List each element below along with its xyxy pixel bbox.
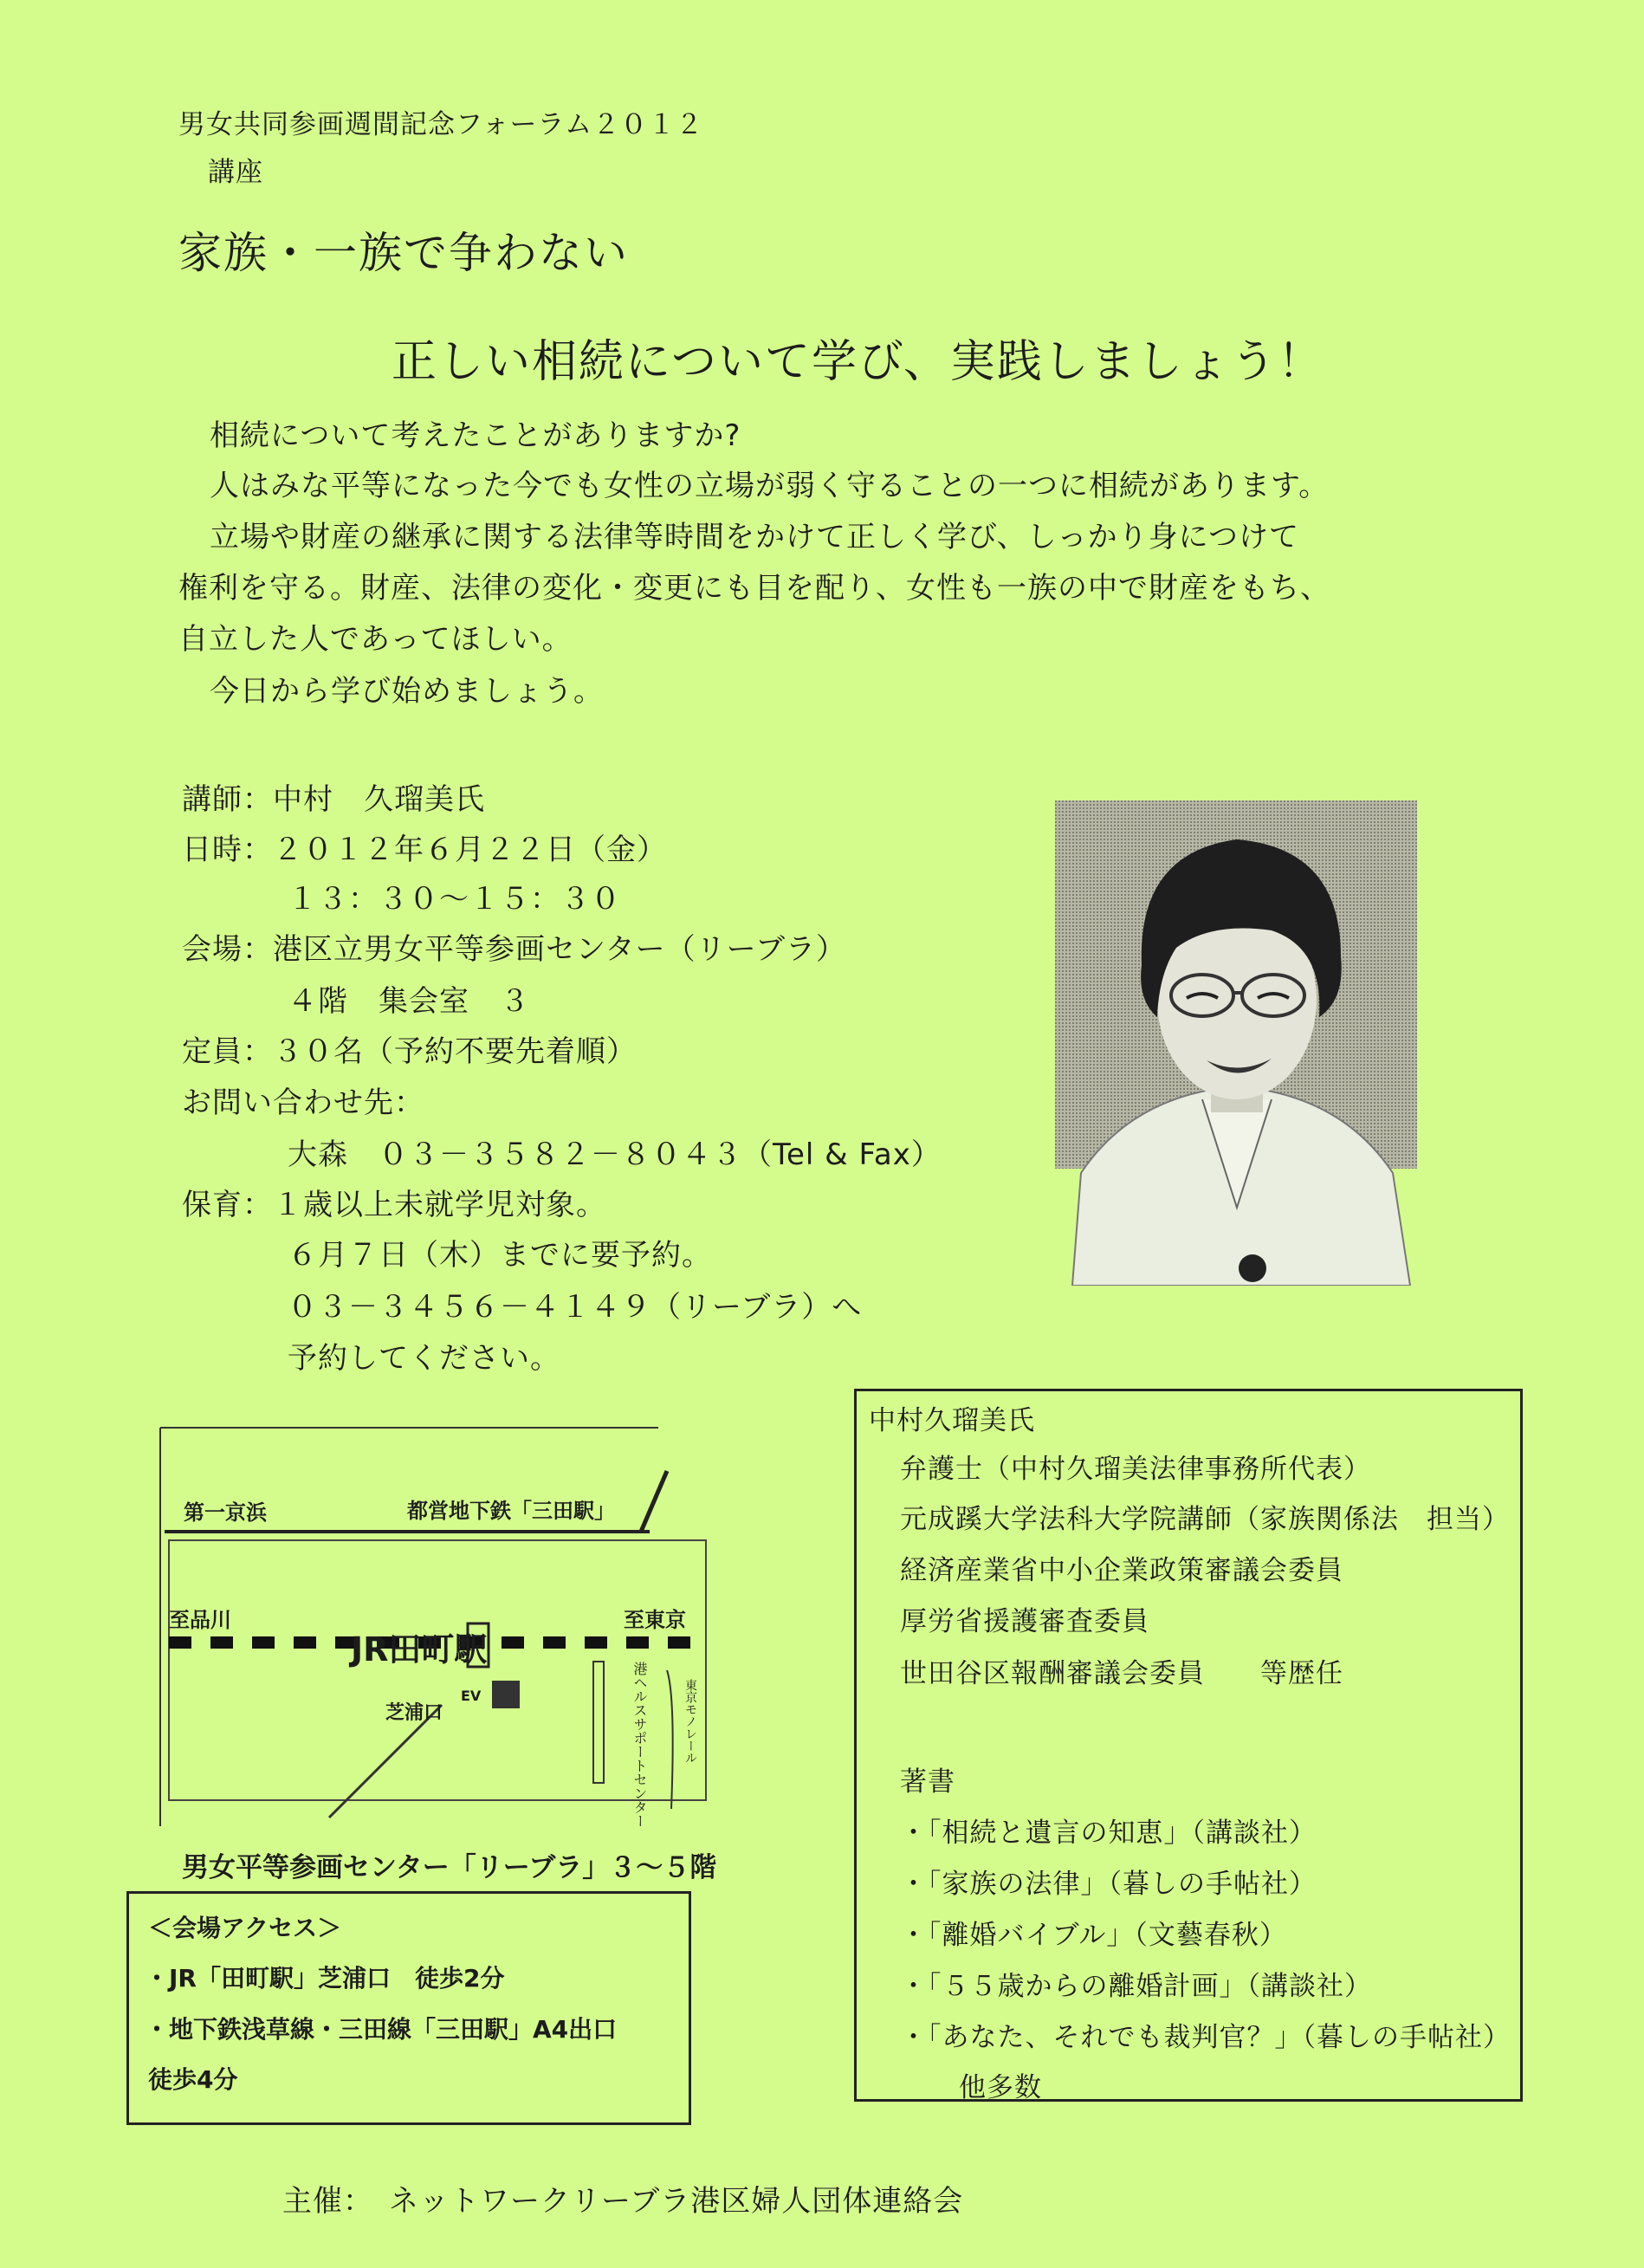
lecturer: 講師：中村 久瑠美氏: [182, 782, 485, 817]
time: １３：３０～１５：３０: [288, 882, 621, 917]
intro-line: 相続について考えたことがありますか?: [210, 418, 741, 453]
lecturer-photo: [1055, 800, 1417, 1286]
lecturer-profile-box: [854, 1389, 1523, 2102]
map-direction-label: 至東京: [624, 1608, 686, 1632]
access-line: ・JR「田町駅」芝浦口 徒歩2分: [145, 1964, 505, 1993]
profile-name: 中村久瑠美氏: [869, 1405, 1035, 1436]
book-item: ・「５５歳からの離婚計画」（講談社）: [900, 1971, 1372, 2002]
capacity: 定員：３０名（予約不要先着順）: [182, 1034, 637, 1069]
career-item: 厚労省援護審査委員: [900, 1606, 1149, 1637]
contact-phone: 大森 ０３－３５８２－８０４３（Tel & Fax）: [288, 1137, 942, 1172]
category-label: 講座: [208, 157, 263, 188]
map-ev-label: EV: [461, 1688, 482, 1704]
organizer: 主催： ネットワークリーブラ港区婦人団体連絡会: [282, 2184, 964, 2219]
map-station-label: JR田町駅: [351, 1630, 488, 1669]
access-map: [156, 1419, 710, 1826]
map-exit-label: 芝浦口: [385, 1702, 443, 1724]
map-subway-label: 都営地下鉄「三田駅」: [407, 1499, 615, 1523]
sub-title: 正しい相続について学び、実践しましょう！: [392, 336, 1324, 388]
room: ４階 集会室 ３: [288, 984, 530, 1019]
map-road-label: 第一京浜: [184, 1500, 267, 1525]
book-item: ・「離婚バイブル」（文藝春秋）: [900, 1920, 1287, 1951]
childcare-note: 予約してください。: [288, 1341, 560, 1376]
intro-line: 自立した人であってほしい。: [178, 622, 573, 657]
book-item: ・「相続と遺言の知恵」（講談社）: [900, 1818, 1317, 1849]
venue: 会場：港区立男女平等参画センター（リーブラ）: [182, 932, 846, 967]
map-monorail-label: 東京モノレール: [683, 1679, 697, 1764]
main-title: 家族・一族で争わない: [178, 228, 629, 278]
forum-title: 男女共同参画週間記念フォーラム２０１２: [178, 109, 704, 140]
intro-line: 今日から学び始めましょう。: [210, 674, 604, 709]
contact-label: お問い合わせ先：: [182, 1085, 424, 1120]
access-line: ・地下鉄浅草線・三田線「三田駅」A4出口: [145, 2015, 618, 2044]
access-title: ＜会場アクセス＞: [148, 1914, 342, 1942]
map-building-label: 港ヘルスサポートセンター: [631, 1662, 648, 1828]
book-item: ・「家族の法律」（暮しの手帖社）: [900, 1869, 1317, 1900]
intro-line: 人はみな平等になった今でも女性の立場が弱く守ることの一つに相続があります。: [210, 469, 1330, 503]
books-label: 著書: [900, 1766, 955, 1798]
career-item: 元成蹊大学法科大学院講師（家族関係法 担当）: [900, 1504, 1510, 1535]
intro-line: 権利を守る。財産、法律の変化・変更にも目を配り、女性も一族の中で財産をもち、: [178, 571, 1330, 606]
access-line: 徒歩4分: [148, 2065, 238, 2094]
career-item: 世田谷区報酬審議会委員 等歴任: [900, 1658, 1343, 1689]
career-item: 経済産業省中小企業政策審議会委員: [900, 1555, 1343, 1586]
childcare-phone: ０３－３４５６－４１４９（リーブラ）へ: [288, 1290, 863, 1325]
intro-line: 立場や財産の継承に関する法律等時間をかけて正しく学び、しっかり身につけて: [210, 520, 1299, 554]
books-more: 他多数: [959, 2072, 1042, 2103]
access-info-box: [126, 1891, 691, 2125]
map-direction-label: 至品川: [169, 1608, 231, 1632]
book-item: ・「あなた、それでも裁判官？」（暮しの手帖社）: [900, 2022, 1511, 2053]
childcare: 保育：１歳以上未就学児対象。: [182, 1188, 606, 1222]
career-item: 弁護士（中村久瑠美法律事務所代表）: [900, 1454, 1371, 1485]
map-caption: 男女平等参画センター「リーブラ」３～５階: [182, 1852, 717, 1883]
childcare-deadline: ６月７日（木）までに要予約。: [288, 1238, 712, 1273]
datetime: 日時：２０１２年６月２２日（金）: [182, 833, 667, 867]
